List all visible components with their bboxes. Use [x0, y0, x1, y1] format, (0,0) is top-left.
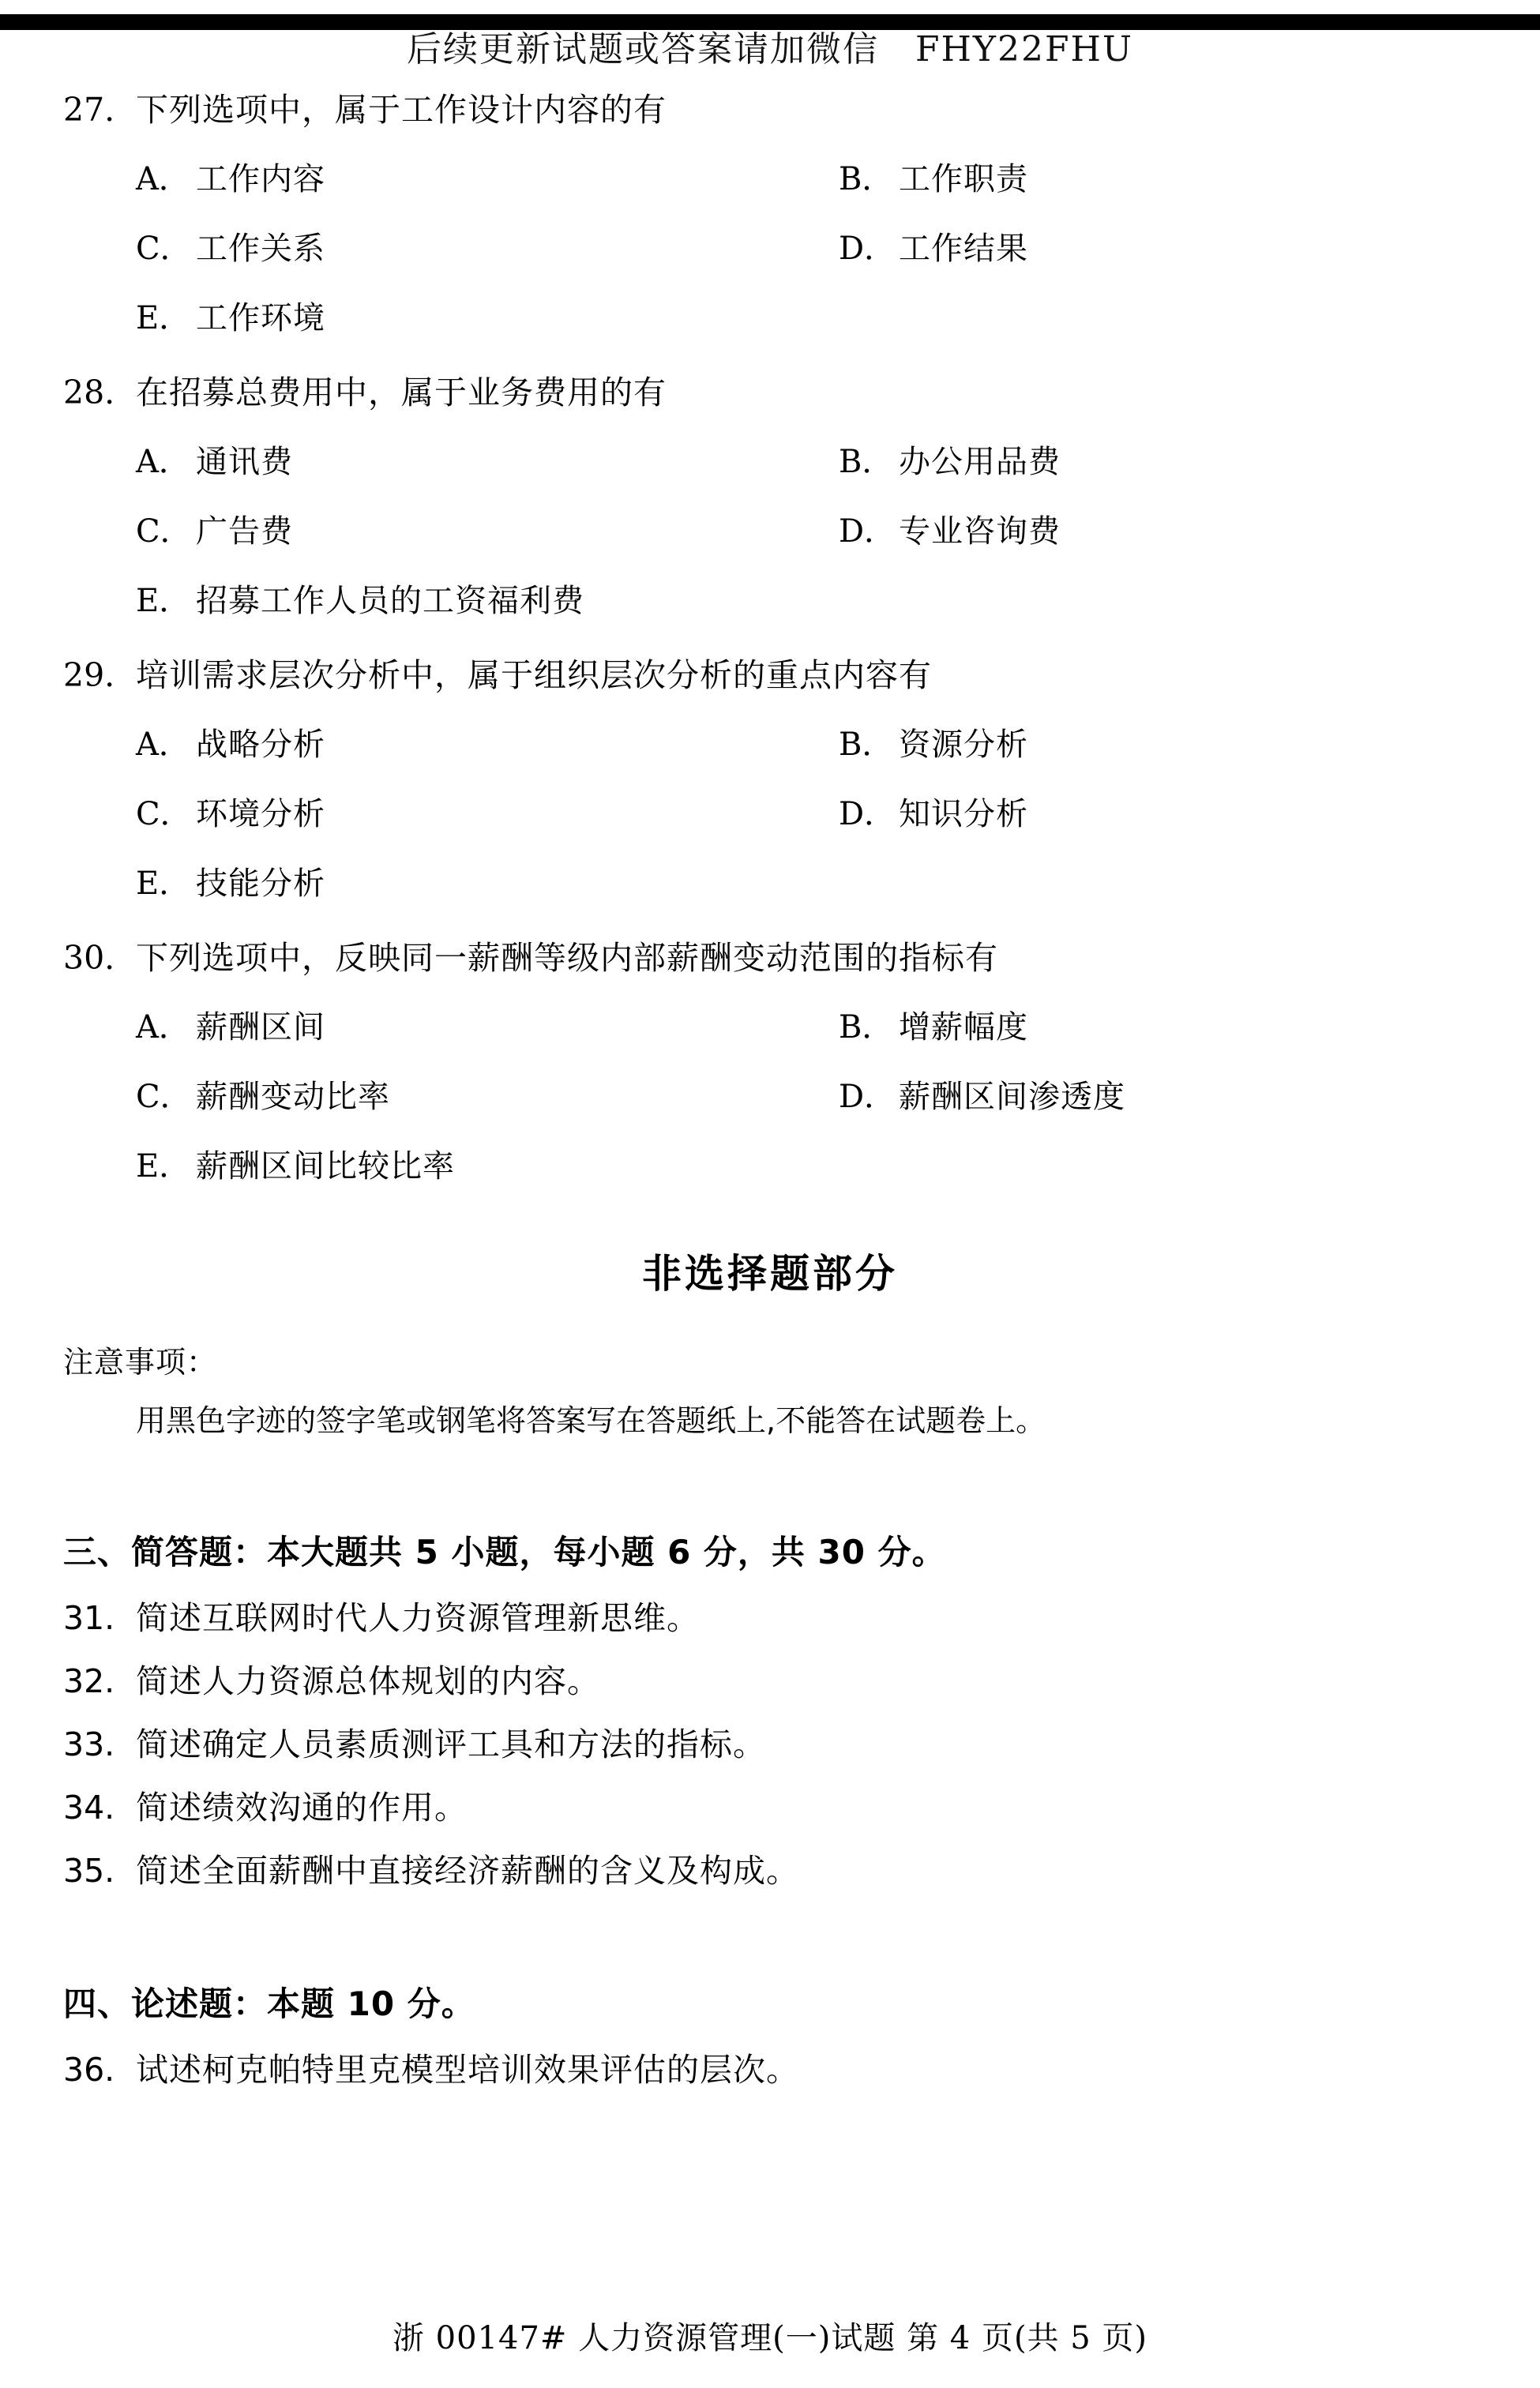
option-row — [63, 214, 1477, 283]
question-text: 简述互联网时代人力资源管理新思维。 — [136, 1599, 700, 1637]
option-text: 工作结果 — [899, 231, 1028, 267]
option-letter: C． — [136, 231, 192, 267]
notice-body: 用黑色字迹的签字笔或钢笔将答案写在答题纸上,不能答在试题卷上。 — [136, 1403, 1046, 1438]
option-row — [63, 779, 1477, 849]
question-31 — [63, 1586, 1477, 1650]
option-text: 招募工作人员的工资福利费 — [196, 583, 584, 619]
option-letter: D． — [839, 796, 896, 832]
option-row — [63, 566, 1477, 636]
option-text: 工作内容 — [196, 161, 325, 197]
question-30 — [63, 923, 1477, 1201]
option-text: 增薪幅度 — [899, 1009, 1028, 1046]
option-letter: B． — [839, 444, 894, 480]
option-letter: E． — [136, 865, 191, 902]
question-number: 30. — [63, 939, 115, 977]
option-a[interactable] — [136, 993, 839, 1062]
question-number: 32. — [63, 1662, 115, 1700]
option-row — [63, 993, 1477, 1062]
option-text: 战略分析 — [196, 727, 325, 763]
option-e[interactable] — [136, 849, 839, 918]
question-text: 简述确定人员素质测评工具和方法的指标。 — [136, 1725, 766, 1763]
question-number: 34. — [63, 1789, 115, 1827]
option-text: 薪酬变动比率 — [196, 1079, 390, 1115]
option-letter: D． — [839, 513, 896, 550]
option-text: 知识分析 — [899, 796, 1028, 832]
question-text: 下列选项中，反映同一薪酬等级内部薪酬变动范围的指标有 — [136, 939, 998, 977]
option-letter: C． — [136, 513, 192, 550]
option-letter: A． — [136, 161, 190, 197]
page-footer: 浙 00147# 人力资源管理(一)试题 第 4 页(共 5 页) — [392, 2320, 1148, 2356]
option-c[interactable] — [136, 497, 839, 566]
option-a[interactable] — [136, 710, 839, 779]
option-letter: A． — [136, 444, 190, 480]
option-d[interactable] — [839, 214, 1028, 283]
option-d[interactable] — [839, 779, 1028, 849]
option-b[interactable] — [839, 993, 1028, 1062]
option-row — [63, 283, 1477, 353]
option-letter: B． — [839, 1009, 894, 1046]
question-number: 27. — [63, 91, 115, 129]
question-stem — [63, 358, 1477, 427]
option-b[interactable] — [839, 145, 1028, 214]
question-number: 36. — [63, 2051, 115, 2089]
option-row — [63, 427, 1477, 497]
question-number: 31. — [63, 1599, 115, 1637]
option-text: 工作关系 — [196, 231, 325, 267]
option-letter: A． — [136, 1009, 190, 1046]
question-text: 培训需求层次分析中，属于组织层次分析的重点内容有 — [136, 656, 932, 694]
option-text: 广告费 — [196, 513, 293, 550]
option-letter: C． — [136, 796, 192, 832]
option-a[interactable] — [136, 427, 839, 497]
question-stem — [63, 923, 1477, 993]
watermark-header — [0, 21, 1540, 71]
option-letter: A． — [136, 727, 190, 763]
option-d[interactable] — [839, 497, 1061, 566]
option-letter: E． — [136, 1148, 191, 1185]
question-stem — [63, 640, 1477, 710]
option-text: 资源分析 — [899, 727, 1028, 763]
option-row — [63, 497, 1477, 566]
option-letter: D． — [839, 1079, 896, 1115]
option-text: 薪酬区间比较比率 — [196, 1148, 455, 1185]
question-text: 简述绩效沟通的作用。 — [136, 1789, 468, 1827]
question-text: 简述全面薪酬中直接经济薪酬的含义及构成。 — [136, 1852, 799, 1890]
watermark-wechat-id: FHY22FHU — [915, 29, 1133, 69]
option-text: 技能分析 — [196, 865, 325, 902]
option-text: 专业咨询费 — [899, 513, 1061, 550]
option-a[interactable] — [136, 145, 839, 214]
option-b[interactable] — [839, 427, 1061, 497]
option-letter: D． — [839, 231, 896, 267]
option-text: 工作职责 — [899, 161, 1028, 197]
essay-section-heading: 四、论述题：本题 10 分。 — [63, 1984, 475, 2023]
option-row — [63, 1132, 1477, 1201]
question-32 — [63, 1650, 1477, 1713]
option-c[interactable] — [136, 1062, 839, 1132]
question-29 — [63, 640, 1477, 918]
question-stem — [63, 75, 1477, 145]
question-text: 简述人力资源总体规划的内容。 — [136, 1662, 600, 1700]
non-choice-section-title: 非选择题部分 — [642, 1251, 898, 1297]
option-text: 薪酬区间渗透度 — [899, 1079, 1125, 1115]
option-text: 环境分析 — [196, 796, 325, 832]
option-letter: B． — [839, 161, 894, 197]
option-letter: E． — [136, 583, 191, 619]
question-number: 35. — [63, 1852, 115, 1890]
watermark-text: 后续更新试题或答案请加微信 — [407, 29, 880, 69]
option-text: 薪酬区间 — [196, 1009, 325, 1046]
option-c[interactable] — [136, 779, 839, 849]
option-text: 通讯费 — [196, 444, 293, 480]
option-e[interactable] — [136, 283, 839, 353]
page-content — [0, 75, 1540, 2101]
option-row — [63, 145, 1477, 214]
option-c[interactable] — [136, 214, 839, 283]
option-letter: E． — [136, 300, 191, 336]
question-number: 33. — [63, 1725, 115, 1763]
short-answer-section-heading: 三、简答题：本大题共 5 小题，每小题 6 分，共 30 分。 — [63, 1533, 946, 1571]
question-text: 试述柯克帕特里克模型培训效果评估的层次。 — [136, 2051, 799, 2089]
option-text: 办公用品费 — [899, 444, 1061, 480]
question-35 — [63, 1839, 1477, 1902]
question-28 — [63, 358, 1477, 636]
question-34 — [63, 1776, 1477, 1839]
option-b[interactable] — [839, 710, 1028, 779]
option-row — [63, 1062, 1477, 1132]
option-text: 工作环境 — [196, 300, 325, 336]
option-letter: B． — [839, 727, 894, 763]
option-d[interactable] — [839, 1062, 1125, 1132]
option-letter: C． — [136, 1079, 192, 1115]
question-27 — [63, 75, 1477, 353]
option-row — [63, 849, 1477, 918]
question-text: 下列选项中，属于工作设计内容的有 — [136, 91, 667, 129]
question-33 — [63, 1713, 1477, 1776]
question-number: 29. — [63, 656, 115, 694]
question-36 — [63, 2038, 1477, 2101]
option-e[interactable] — [136, 1132, 839, 1201]
question-text: 在招募总费用中，属于业务费用的有 — [136, 374, 667, 411]
option-row — [63, 710, 1477, 779]
option-e[interactable] — [136, 566, 839, 636]
question-number: 28. — [63, 374, 115, 411]
notice-title: 注意事项： — [63, 1345, 218, 1380]
